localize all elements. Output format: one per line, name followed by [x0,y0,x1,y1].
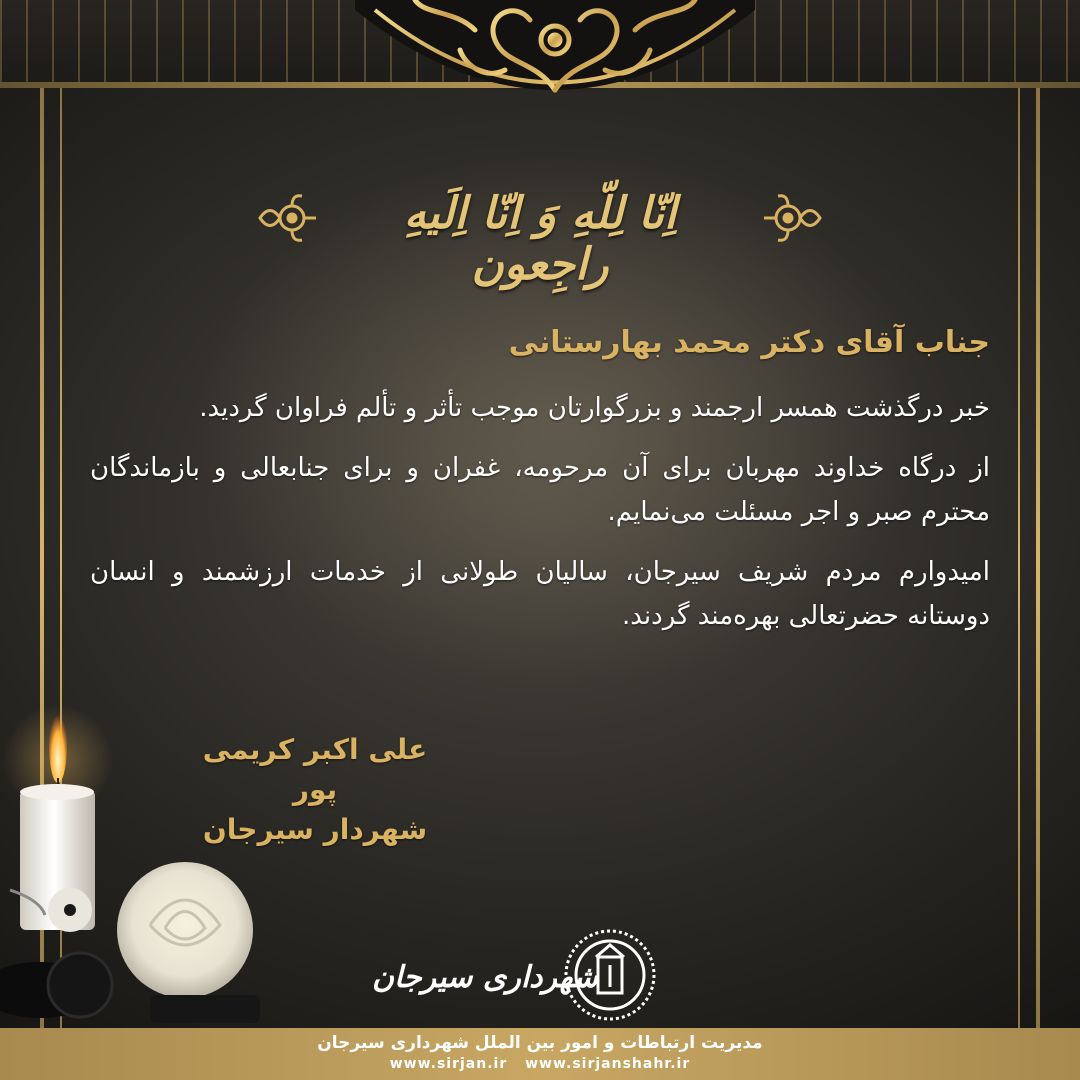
footer-department: مدیریت ارتباطات و امور بین الملل شهرداری سیرجان [317,1033,763,1053]
condolence-letter [90,325,990,654]
recipient-name: جناب آقای دکتر محمد بهارستانی [508,325,990,360]
logo-wordmark: شهرداری سیرجان [371,960,599,995]
footer-bar [0,1028,1080,1080]
website-link-1[interactable]: www.sirjan.ir [389,1056,508,1072]
title-block [250,180,830,290]
letter-paragraph-3: امیدوارم مردم شریف سیرجان، سالیان طولانی از خدمات ارزشمند و انسان دوستانه حضرتعالی بهره‌مند گردند. [90,557,990,631]
quranic-verse-title: اِنّا لِلّهِ وَ اِنّا اِلَیهِ راجِعون [403,188,677,290]
sirjan-municipality-logo [371,925,670,1025]
footer-websites [0,1054,1080,1074]
signature-block [180,730,450,850]
right-knot-ornament-icon [760,188,830,248]
gold-medallion-ornament [355,0,755,130]
signer-position: شهردار سیرجان [202,813,428,846]
website-link-2[interactable]: www.sirjanshahr.ir [525,1056,691,1072]
signer-name: علی اکبر کریمی پور [202,733,428,806]
right-gold-rail [1036,88,1040,1028]
left-knot-ornament-icon [250,188,320,248]
right-gold-rail-inner [1018,88,1020,1028]
letter-paragraph-2: از درگاه خداوند مهربان برای آن مرحومه، غفران و برای جنابعالی و بازماندگان محترم صبر و اجر مسئلت می‌نمایم. [90,453,990,527]
letter-paragraph-1: خبر درگذشت همسر ارجمند و بزرگوارتان موجب تأثر و تألم فراوان گردید. [199,393,990,423]
